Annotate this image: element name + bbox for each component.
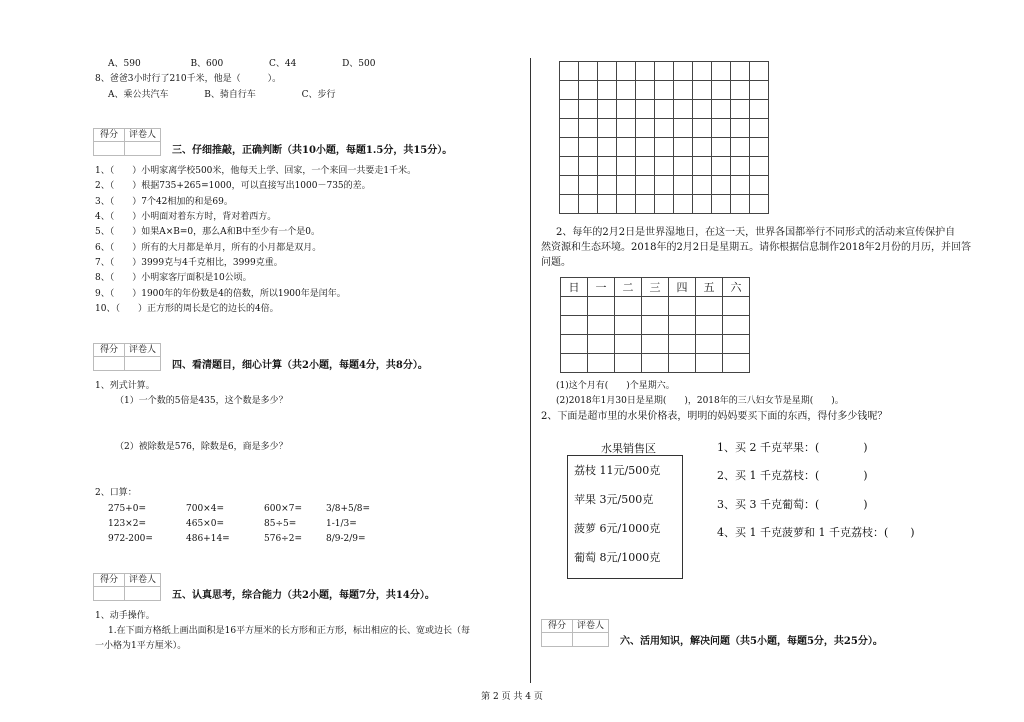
grid-cell	[731, 81, 750, 100]
score-label: 得分	[94, 574, 125, 587]
table-cell: 123×2=	[108, 519, 146, 529]
table-row	[561, 278, 750, 297]
grid-cell	[598, 62, 617, 81]
grid-cell	[674, 195, 693, 214]
grid-cell	[560, 157, 579, 176]
sec5-q1-text-1: 1.在下面方格纸上画出面积是16平方厘米的长方形和正方形，标出相应的长、宽或边长（每	[108, 626, 471, 636]
grid-cell	[750, 62, 769, 81]
grid-cell	[560, 138, 579, 157]
weekday-header: 四	[669, 278, 696, 297]
grid-cell	[636, 195, 655, 214]
grid-cell	[617, 195, 636, 214]
sec5-q1-text-2: 一小格为1平方厘米）。	[95, 641, 187, 651]
grid-cell	[674, 176, 693, 195]
price-item: 苹果 3元/500克	[574, 493, 654, 506]
grid-cell	[617, 138, 636, 157]
list-item: 10、（ ）正方形的周长是它的边长的4倍。	[95, 304, 279, 314]
grid-cell	[731, 100, 750, 119]
score-box	[93, 128, 161, 156]
grid-cell	[655, 195, 674, 214]
sec4-q1b: （2）被除数是576，除数是6，商是多少？	[115, 442, 288, 452]
q2-text-2: 然资源和生态环境。2018年的2月2日是星期五。请你根据信息制作2018年2月份的月历，并回答	[541, 242, 971, 253]
grid-cell	[598, 119, 617, 138]
grid-cell	[655, 100, 674, 119]
table-cell: 275+0=	[108, 504, 146, 514]
grid-cell	[560, 100, 579, 119]
grid-cell	[712, 81, 731, 100]
grid-cell	[560, 176, 579, 195]
grid-cell	[750, 100, 769, 119]
q7-option-b: B、600	[190, 59, 224, 69]
sec5-q1: 1、动手操作。	[95, 611, 155, 621]
grid-cell	[731, 157, 750, 176]
grid-cell	[674, 138, 693, 157]
grid-cell	[712, 176, 731, 195]
grid-cell	[693, 62, 712, 81]
score-label: 得分	[542, 620, 573, 633]
list-item: 1、（ ）小明家离学校500米，他每天上学、回家，一个来回一共要走1千米。	[95, 166, 417, 176]
grid-cell	[655, 62, 674, 81]
q7-option-a: A、590	[108, 59, 141, 69]
grid-cell	[693, 100, 712, 119]
list-item: 3、（ ）7个42相加的和是69。	[95, 197, 233, 207]
grid-cell	[731, 195, 750, 214]
q8-option-b: B、骑自行车	[204, 90, 256, 100]
q7-option-c: C、44	[268, 59, 297, 69]
grid-cell	[693, 176, 712, 195]
buy-item: 2、买 1 千克荔枝：( )	[717, 469, 868, 482]
table-cell: 8/9-2/9=	[326, 534, 366, 544]
square-grid	[559, 61, 769, 214]
grid-cell	[674, 157, 693, 176]
q2-sub-2: (2)2018年1月30日是星期( )，2018年的三八妇女节是星期( )。	[556, 396, 844, 406]
grid-cell	[674, 119, 693, 138]
table-cell: 85÷5=	[264, 519, 297, 529]
list-item: 7、（ ）3999克与4千克相比，3999克重。	[95, 258, 283, 268]
price-item: 荔枝 11元/500克	[574, 464, 661, 477]
table-cell: 465×0=	[186, 519, 224, 529]
grid-cell	[579, 176, 598, 195]
table-row	[561, 316, 750, 335]
grid-cell	[598, 157, 617, 176]
grid-cell	[712, 195, 731, 214]
grader-label: 评卷人	[125, 129, 160, 142]
grid-cell	[674, 100, 693, 119]
grid-cell	[674, 81, 693, 100]
q7-option-d: D、500	[342, 59, 376, 69]
buy-item: 4、买 1 千克菠萝和 1 千克荔枝：( )	[717, 526, 915, 539]
list-item: 8、（ ）小明家客厅面积是10公顷。	[95, 273, 252, 283]
grid-cell	[655, 138, 674, 157]
grid-cell	[750, 81, 769, 100]
grid-cell	[579, 157, 598, 176]
grid-cell	[750, 157, 769, 176]
score-label: 得分	[94, 129, 125, 142]
grid-cell	[731, 176, 750, 195]
table-cell: 1-1/3=	[326, 519, 357, 529]
grid-cell	[617, 81, 636, 100]
section-5-title: 五、认真思考，综合能力（共2小题，每题7分，共14分）。	[172, 590, 435, 601]
sec4-q1: 1、列式计算。	[95, 381, 155, 391]
grid-cell	[636, 100, 655, 119]
calendar-table	[560, 277, 750, 373]
list-item: 2、（ ）根据735+265=1000，可以直接写出1000－735的差。	[95, 181, 371, 191]
grid-cell	[636, 138, 655, 157]
list-item: 5、（ ）如果A×B=0，那么A和B中至少有一个是0。	[95, 227, 320, 237]
section-4-title: 四、看清题目，细心计算（共2小题，每题4分，共8分）。	[172, 360, 428, 371]
grid-cell	[655, 176, 674, 195]
weekday-header: 一	[588, 278, 615, 297]
weekday-header: 二	[615, 278, 642, 297]
table-cell: 600×7=	[264, 504, 302, 514]
price-table	[567, 455, 683, 579]
price-item: 菠萝 6元/1000克	[574, 522, 661, 535]
price-item: 葡萄 8元/1000克	[574, 551, 661, 564]
grid-cell	[693, 157, 712, 176]
grid-cell	[579, 81, 598, 100]
weekday-header: 日	[561, 278, 588, 297]
grid-cell	[712, 157, 731, 176]
grid-cell	[560, 81, 579, 100]
grid-cell	[636, 119, 655, 138]
score-box	[93, 343, 161, 371]
table-row	[561, 354, 750, 373]
q8-options	[108, 89, 336, 101]
grid-cell	[579, 119, 598, 138]
grid-cell	[693, 195, 712, 214]
grid-cell	[560, 62, 579, 81]
list-item: 4、（ ）小明面对着东方时，背对着西方。	[95, 212, 277, 222]
buy-item: 3、买 3 千克葡萄：( )	[717, 498, 868, 511]
q3-stem: 2、下面是超市里的水果价格表，明明的妈妈要买下面的东西，得付多少钱呢？	[541, 411, 888, 422]
grid-cell	[617, 100, 636, 119]
sec4-q1a: （1）一个数的5倍是435，这个数是多少？	[115, 396, 288, 406]
grid-cell	[617, 119, 636, 138]
table-cell: 972-200=	[108, 534, 153, 544]
grid-cell	[750, 176, 769, 195]
grid-cell	[693, 119, 712, 138]
grid-cell	[579, 195, 598, 214]
grid-cell	[731, 119, 750, 138]
table-cell: 576÷2=	[264, 534, 302, 544]
section-6-title: 六、活用知识，解决问题（共5小题，每题5分，共25分）。	[620, 636, 883, 647]
score-box	[541, 619, 609, 647]
table-cell: 486+14=	[186, 534, 230, 544]
grid-cell	[560, 195, 579, 214]
score-label: 得分	[94, 344, 125, 357]
grid-cell	[636, 157, 655, 176]
grid-cell	[712, 138, 731, 157]
grid-cell	[750, 195, 769, 214]
grid-cell	[579, 100, 598, 119]
grid-cell	[731, 138, 750, 157]
grid-cell	[598, 138, 617, 157]
grid-cell	[598, 195, 617, 214]
section-3-title: 三、仔细推敲，正确判断（共10小题，每题1.5分，共15分）。	[172, 145, 453, 156]
grid-cell	[560, 119, 579, 138]
q8-option-c: C、步行	[301, 90, 336, 100]
table-cell: 700×4=	[186, 504, 224, 514]
grid-cell	[731, 62, 750, 81]
q8-stem: 8、爸爸3小时行了210千米，他是（ ）。	[95, 74, 282, 84]
weekday-header: 六	[723, 278, 750, 297]
table-row	[561, 297, 750, 316]
grid-cell	[712, 100, 731, 119]
weekday-header: 五	[696, 278, 723, 297]
grid-cell	[598, 100, 617, 119]
grid-cell	[693, 138, 712, 157]
grid-cell	[655, 119, 674, 138]
list-item: 9、（ ）1900年的年份数是4的倍数，所以1900年是闰年。	[95, 289, 346, 299]
score-box	[93, 573, 161, 601]
grid-cell	[598, 81, 617, 100]
price-title: 水果销售区	[601, 442, 656, 455]
grid-cell	[636, 176, 655, 195]
grid-cell	[579, 138, 598, 157]
grid-cell	[579, 62, 598, 81]
table-cell: 3/8+5/8=	[326, 504, 371, 514]
grid-cell	[674, 62, 693, 81]
grid-cell	[693, 81, 712, 100]
page-footer: 第 2 页 共 4 页	[481, 692, 543, 702]
weekday-header: 三	[642, 278, 669, 297]
list-item: 6、（ ）所有的大月都是单月，所有的小月都是双月。	[95, 243, 322, 253]
q2-text-3: 问题。	[541, 257, 571, 268]
grader-label: 评卷人	[573, 620, 608, 633]
q2-text-1: 2、每年的2月2日是世界湿地日，在这一天，世界各国都举行不同形式的活动来宣传保护自	[556, 227, 956, 238]
q2-sub-1: (1)这个月有( )个星期六。	[556, 381, 675, 391]
grid-cell	[617, 157, 636, 176]
grid-cell	[750, 119, 769, 138]
sec4-q2: 2、口算：	[95, 488, 137, 498]
grid-cell	[655, 81, 674, 100]
q7-options	[108, 58, 375, 70]
grid-cell	[655, 157, 674, 176]
grid-cell	[712, 62, 731, 81]
grid-cell	[712, 119, 731, 138]
q8-option-a: A、乘公共汽车	[108, 90, 169, 100]
grid-cell	[617, 176, 636, 195]
grader-label: 评卷人	[125, 344, 160, 357]
grid-cell	[636, 62, 655, 81]
grid-cell	[617, 62, 636, 81]
grader-label: 评卷人	[125, 574, 160, 587]
column-divider	[530, 58, 531, 683]
grid-cell	[636, 81, 655, 100]
table-row	[561, 335, 750, 354]
grid-cell	[750, 138, 769, 157]
buy-item: 1、买 2 千克苹果：( )	[717, 441, 868, 454]
grid-cell	[598, 176, 617, 195]
